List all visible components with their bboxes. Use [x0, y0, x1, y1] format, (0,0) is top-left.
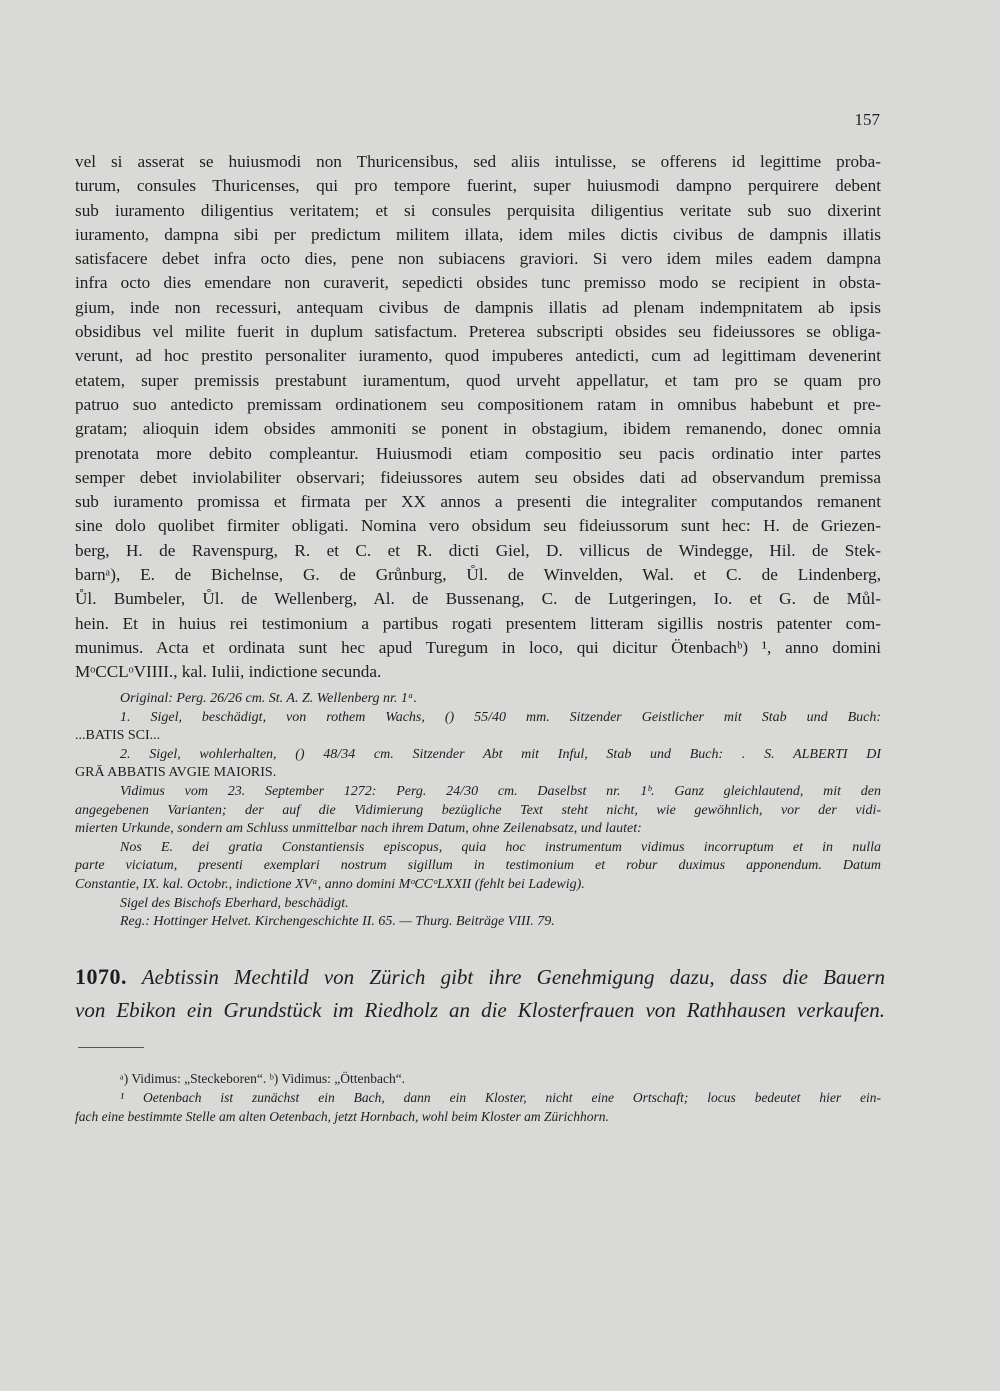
text-line: MᵒCCLᵒVIIII., kal. Iulii, indictione secunda.: [75, 662, 382, 682]
text-line: Ůl. Bumbeler, Ůl. de Wellenberg, Al. de Bussenang, C. de Lutgeringen, Io. et G. de Můl-: [75, 589, 881, 609]
entry-heading: [75, 960, 885, 1027]
text-line: satisfacere debet infra octo dies, pene non subiacens graviori. Si vero idem miles eadem dampna: [75, 249, 881, 269]
note-line: angegebenen Varianten; der auf die Vidimierung bezügliche Text steht nicht, wie gewöhnlich, vor der vidi-: [75, 802, 881, 818]
text-line: barnᵃ), E. de Bichelnse, G. de Grůnburg, Ůl. de Winvelden, Wal. et C. de Lindenberg,: [75, 565, 881, 585]
page-number: 157: [854, 110, 880, 129]
text-line: berg, H. de Ravenspurg, R. et C. et R. dicti Giel, D. villicus de Windegge, Hil. de Stek-: [75, 540, 881, 560]
text-line: sine dolo quolibet firmiter obligati. Nomina vero obsidum seu fideiussorum sunt hec: H. de Griezen-: [75, 516, 881, 536]
note-line: Vidimus vom 23. September 1272: Perg. 24/30 cm. Daselbst nr. 1ᵇ. Ganz gleichlautend, mit den: [120, 783, 881, 799]
text-line: gium, inde non recessuri, antequam civibus de dampnis illatis ad plenam indempnitatem ab ipsis: [75, 297, 881, 317]
note-line: ...BATIS SCI...: [75, 728, 161, 744]
note-line: mierten Urkunde, sondern am Schluss unmittelbar nach ihrem Datum, ohne Zeilenabsatz, und lautet:: [75, 821, 642, 837]
entry-title-part1: Aebtissin Mechtild von Zürich gibt ihre Genehmigung dazu, dass die Bauern: [141, 965, 886, 989]
text-line: sub iuramento promissa et firmata per XX annos a presenti die integraliter computandos remanent: [75, 492, 881, 512]
text-line: munimus. Acta et ordinata sunt hec apud Turegum in loco, qui dicitur Ötenbachᵇ) ¹, anno domini: [75, 637, 881, 657]
entry-number: 1070.: [75, 964, 127, 989]
note-line: GRĀ ABBATIS AVGIE MAIORIS.: [75, 765, 277, 781]
text-line: gratam; alioquin idem obsides ammoniti se ponent in obstagium, ibidem remanendo, donec omnia: [75, 419, 881, 439]
note-line: 2. Sigel, wohlerhalten, () 48/34 cm. Sitzender Abt mit Inful, Stab und Buch: . S. ALBERTI DI: [120, 746, 881, 762]
text-line: verunt, ad hoc prestito personaliter iuramento, quod impuberes antedicti, cum ad legittimam devenerint: [75, 346, 881, 366]
note-line: Constantie, IX. kal. Octobr., indictione XVᵃ, anno domini MᵒCCᵒLXXII (fehlt bei Ladewig).: [75, 876, 585, 892]
charter-text: [75, 150, 881, 685]
footnote-divider: [78, 1047, 144, 1048]
text-line: etatem, super premissis prestabunt iuramentum, quod urveht appellatur, et tam pro se quam pro: [75, 370, 881, 390]
note-line: 1. Sigel, beschädigt, von rothem Wachs, () 55/40 mm. Sitzender Geistlicher mit Stab und Buch:: [120, 709, 881, 725]
editorial-notes: [75, 690, 881, 932]
text-line: patruo suo antedicto premissam ordinationem seu compositionem ratam in omnibus habebunt et pre-: [75, 394, 881, 414]
text-line: semper debet inviolabiliter observari; fideiussores autem seu obsides dati ad observandum premissa: [75, 467, 881, 487]
footnotes: [75, 1069, 881, 1126]
footnote-variants: ᵃ) Vidimus: „Steckeboren“. ᵇ) Vidimus: „Öttenbach“.: [120, 1071, 406, 1086]
note-line: Sigel des Bischofs Eberhard, beschädigt.: [120, 895, 349, 911]
note-line: Original: Perg. 26/26 cm. St. A. Z. Wellenberg nr. 1ᵃ.: [120, 691, 417, 706]
text-line: vel si asserat se huiusmodi non Thuricensibus, sed aliis intulisse, se offerens id legittime proba-: [75, 152, 881, 171]
footnote-1-line: fach eine bestimmte Stelle am alten Oetenbach, jetzt Hornbach, wohl beim Kloster am Zürichhorn.: [75, 1109, 609, 1124]
text-line: turum, consules Thuricenses, qui pro tempore fuerint, super huiusmodi dampno perquirere debent: [75, 176, 881, 196]
footnote-1-line: ¹ Oetenbach ist zunächst ein Bach, dann ein Kloster, nicht eine Ortschaft; locus bedeutet hier ein-: [120, 1090, 881, 1105]
note-line: Nos E. dei gratia Constantiensis episcopus, quia hoc instrumentum vidimus incorruptum et in nulla: [120, 839, 881, 855]
text-line: prenotata more debito compleantur. Huiusmodi etiam compositio seu pacis ordinatio inter partes: [75, 443, 881, 463]
text-line: obsidibus vel milite fuerit in duplum satisfactum. Preterea subscripti obsides seu fideiussores se obliga-: [75, 322, 881, 342]
text-line: iuramento, dampna sibi per predictum militem illata, idem miles dictis civibus de dampnis illatis: [75, 224, 881, 244]
text-line: sub iuramento diligentius veritatem; et si consules perquisita diligentius veritate sub suo dixerint: [75, 200, 881, 220]
note-line: Reg.: Hottinger Helvet. Kirchengeschichte II. 65. — Thurg. Beiträge VIII. 79.: [120, 914, 555, 930]
note-line: parte viciatum, presenti exemplari nostrum sigillum in testimonium et robur duximus apponendum. Datum: [75, 858, 881, 874]
entry-line-1: [75, 960, 885, 994]
text-line: hein. Et in huius rei testimonium a partibus rogati presentem litteram sigillis nostris patenter com-: [75, 613, 881, 633]
entry-title-part2: von Ebikon ein Grundstück im Riedholz an die Klosterfrauen von Rathhausen verkaufen.: [75, 998, 885, 1022]
text-line: infra octo dies emendare non curaverit, sepedicti obsides tunc premisso modo se recipient in obsta-: [75, 273, 881, 293]
